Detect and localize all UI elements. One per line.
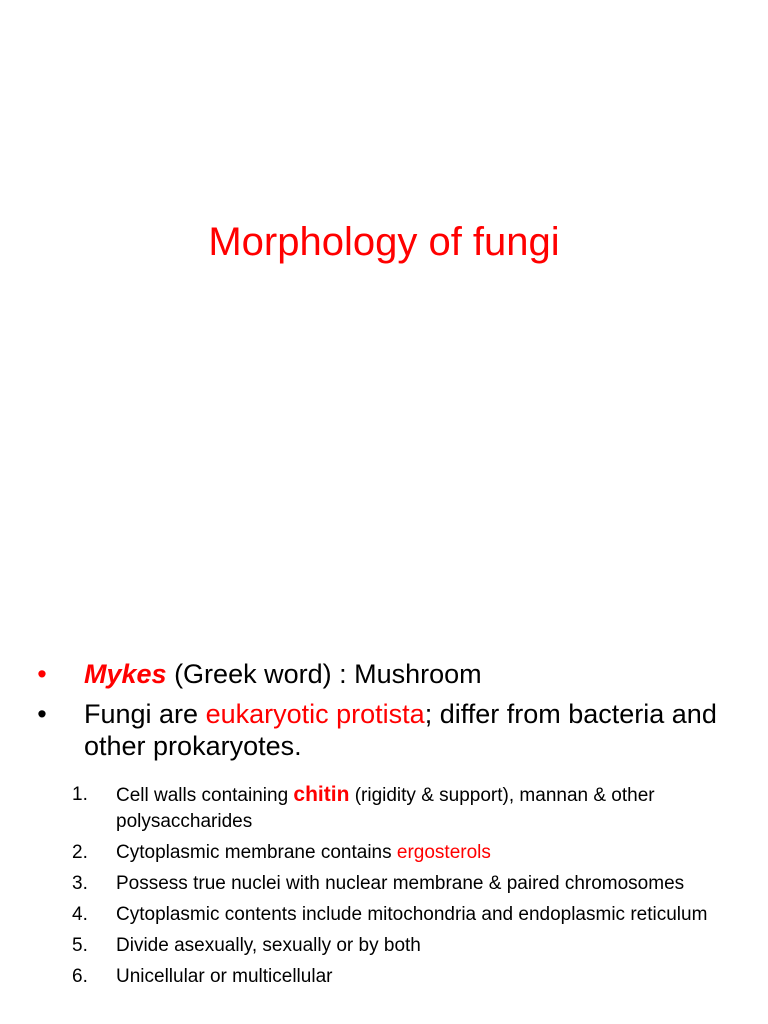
list-item bbox=[72, 782, 742, 835]
bullet-term: Mykes bbox=[84, 659, 167, 689]
list-text-pre: Cytoplasmic membrane contains bbox=[116, 842, 397, 863]
list-number: 3. bbox=[72, 873, 88, 894]
list-text: Possess true nuclei with nuclear membrane & paired chromosomes bbox=[116, 873, 685, 894]
bullet-item-mykes bbox=[32, 658, 742, 690]
list-item bbox=[72, 964, 742, 990]
list-text-post: (rigidity & support), mannan & other polysaccharides bbox=[116, 785, 655, 832]
bullet-highlight: eukaryotic protista bbox=[205, 699, 425, 729]
bullet-item-fungi bbox=[32, 698, 742, 762]
list-text: Cytoplasmic contents include mitochondria and endoplasmic reticulum bbox=[116, 904, 708, 925]
bullet-text-post: ; differ from bacteria and other prokaryotes. bbox=[84, 699, 717, 761]
bullet-text: (Greek word) : Mushroom bbox=[166, 659, 482, 689]
list-item bbox=[72, 871, 742, 897]
list-text-pre: Cell walls containing bbox=[116, 785, 294, 806]
list-item bbox=[72, 840, 742, 866]
list-number: 5. bbox=[72, 935, 88, 956]
bullet-text-pre: Fungi are bbox=[84, 699, 206, 729]
list-number: 4. bbox=[72, 904, 88, 925]
bullet-dot-icon: • bbox=[37, 659, 47, 689]
bullet-list bbox=[32, 658, 742, 770]
list-number: 1. bbox=[72, 784, 88, 805]
list-highlight: ergosterols bbox=[396, 842, 491, 863]
list-highlight: chitin bbox=[293, 783, 350, 806]
list-item bbox=[72, 902, 742, 928]
list-item bbox=[72, 933, 742, 959]
slide-title: Morphology of fungi bbox=[208, 220, 560, 264]
numbered-list bbox=[72, 782, 742, 995]
list-text: Divide asexually, sexually or by both bbox=[116, 935, 421, 956]
bullet-dot-icon: • bbox=[37, 699, 47, 729]
list-number: 2. bbox=[72, 842, 88, 863]
list-number: 6. bbox=[72, 966, 88, 987]
list-text: Unicellular or multicellular bbox=[116, 966, 333, 987]
